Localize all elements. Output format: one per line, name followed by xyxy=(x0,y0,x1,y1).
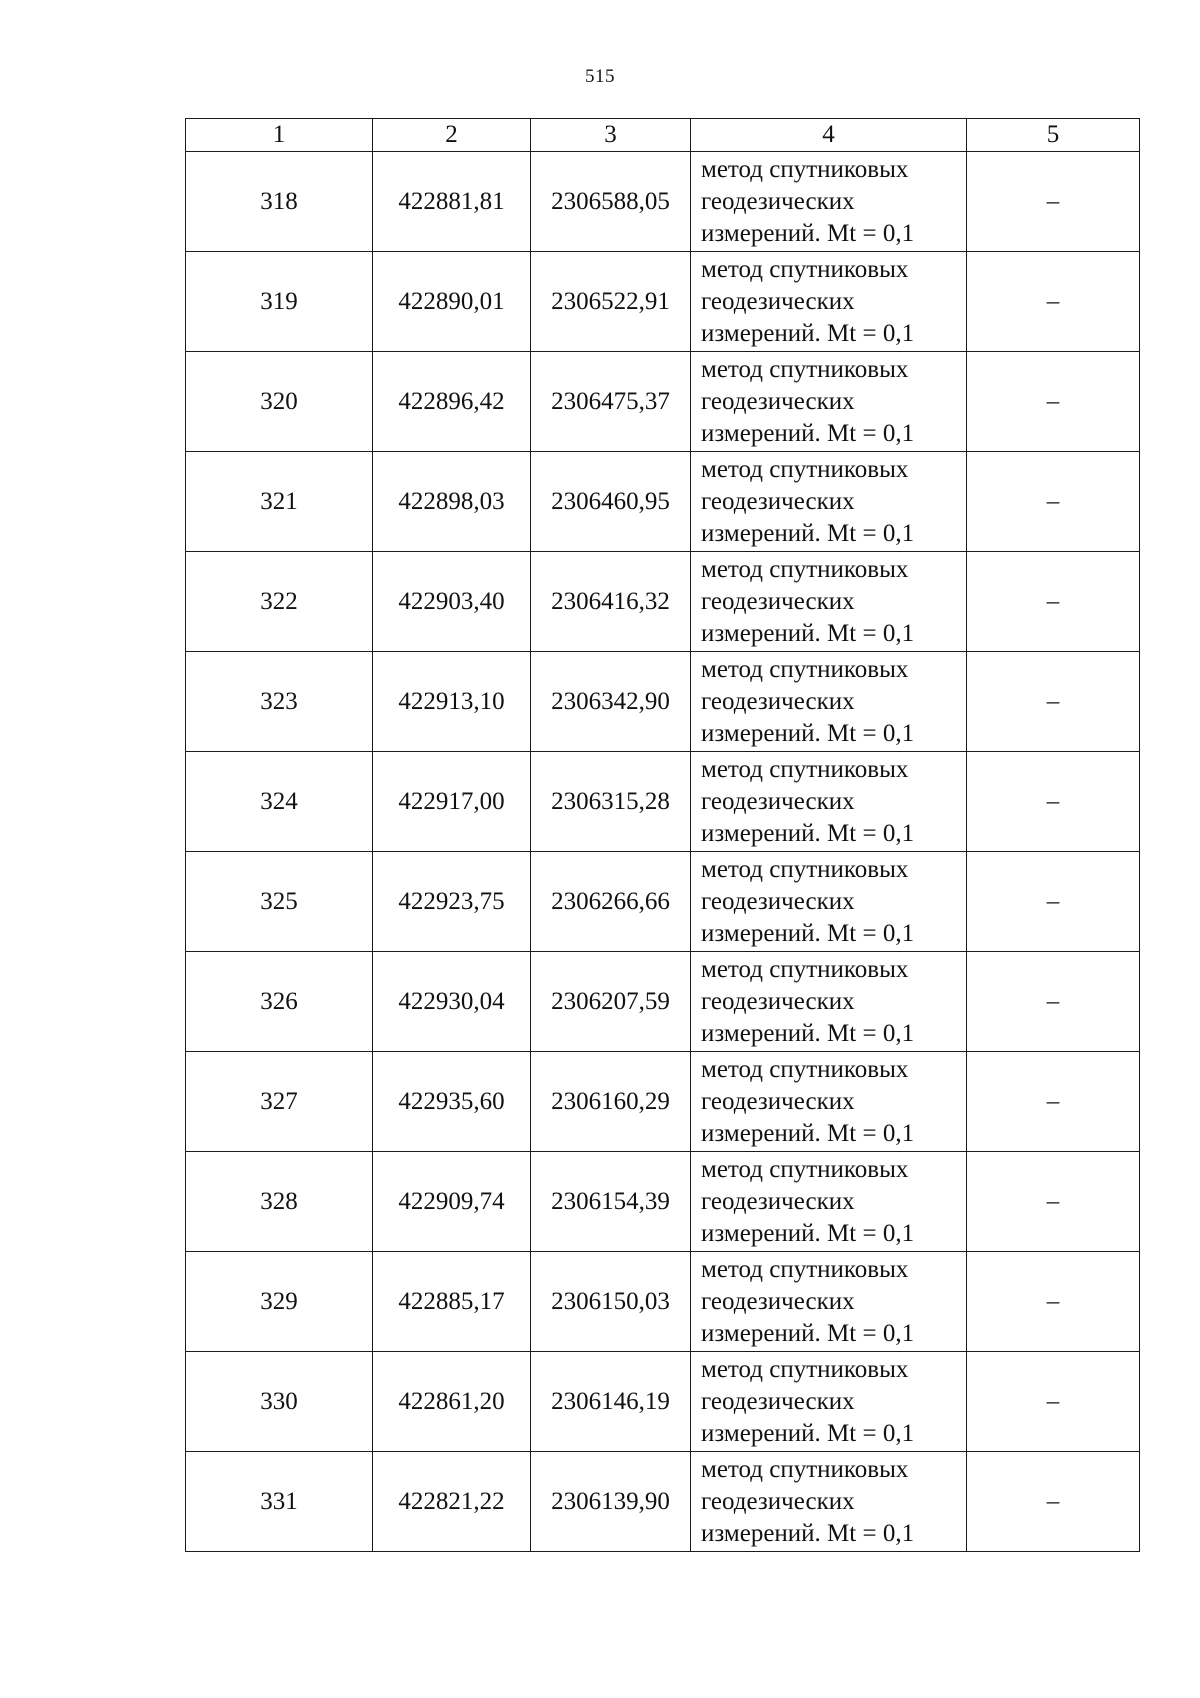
note-cell: – xyxy=(967,352,1140,452)
table-row xyxy=(186,752,1140,852)
table-row xyxy=(186,252,1140,352)
note-cell: – xyxy=(967,1052,1140,1152)
table-row xyxy=(186,952,1140,1052)
method-line: метод спутниковых xyxy=(701,955,909,983)
method-line: метод спутниковых xyxy=(701,1055,909,1083)
header-cell-2: 2 xyxy=(373,119,531,152)
method-line: метод спутниковых xyxy=(701,355,909,383)
method-line: метод спутниковых xyxy=(701,455,909,483)
table-header xyxy=(186,119,1140,152)
note-cell: – xyxy=(967,1252,1140,1352)
table-row xyxy=(186,1152,1140,1252)
point-number-cell: 323 xyxy=(186,652,373,752)
page-number: 515 xyxy=(585,66,615,87)
note-cell: – xyxy=(967,1352,1140,1452)
x-coordinate-cell: 422930,04 xyxy=(373,952,531,1052)
method-line: метод спутниковых xyxy=(701,655,909,683)
y-coordinate-cell: 2306266,66 xyxy=(531,852,691,952)
method-cell xyxy=(691,152,967,252)
method-cell xyxy=(691,352,967,452)
method-line: измерений. Mt = 0,1 xyxy=(701,1319,915,1347)
method-cell xyxy=(691,1452,967,1552)
note-cell: – xyxy=(967,252,1140,352)
method-line: геодезических xyxy=(701,1387,855,1415)
method-line: геодезических xyxy=(701,587,855,615)
method-cell xyxy=(691,1252,967,1352)
y-coordinate-cell: 2306207,59 xyxy=(531,952,691,1052)
method-cell xyxy=(691,952,967,1052)
note-cell: – xyxy=(967,752,1140,852)
method-line: измерений. Mt = 0,1 xyxy=(701,419,915,447)
x-coordinate-cell: 422890,01 xyxy=(373,252,531,352)
header-cell-3: 3 xyxy=(531,119,691,152)
point-number-cell: 324 xyxy=(186,752,373,852)
table-row xyxy=(186,1452,1140,1552)
method-line: геодезических xyxy=(701,487,855,515)
method-line: измерений. Mt = 0,1 xyxy=(701,719,915,747)
table-row xyxy=(186,852,1140,952)
method-line: геодезических xyxy=(701,987,855,1015)
note-cell: – xyxy=(967,952,1140,1052)
method-line: метод спутниковых xyxy=(701,155,909,183)
table-row xyxy=(186,552,1140,652)
table-row xyxy=(186,452,1140,552)
method-line: геодезических xyxy=(701,1287,855,1315)
method-line: метод спутниковых xyxy=(701,555,909,583)
table-row xyxy=(186,352,1140,452)
x-coordinate-cell: 422861,20 xyxy=(373,1352,531,1452)
y-coordinate-cell: 2306160,29 xyxy=(531,1052,691,1152)
method-cell xyxy=(691,752,967,852)
method-line: измерений. Mt = 0,1 xyxy=(701,1519,915,1547)
point-number-cell: 322 xyxy=(186,552,373,652)
header-cell-1: 1 xyxy=(186,119,373,152)
x-coordinate-cell: 422935,60 xyxy=(373,1052,531,1152)
method-line: метод спутниковых xyxy=(701,255,909,283)
method-line: измерений. Mt = 0,1 xyxy=(701,1419,915,1447)
method-line: измерений. Mt = 0,1 xyxy=(701,1219,915,1247)
point-number-cell: 325 xyxy=(186,852,373,952)
method-line: измерений. Mt = 0,1 xyxy=(701,219,915,247)
x-coordinate-cell: 422821,22 xyxy=(373,1452,531,1552)
x-coordinate-cell: 422909,74 xyxy=(373,1152,531,1252)
table-row xyxy=(186,1052,1140,1152)
table-row xyxy=(186,152,1140,252)
y-coordinate-cell: 2306154,39 xyxy=(531,1152,691,1252)
method-line: измерений. Mt = 0,1 xyxy=(701,319,915,347)
x-coordinate-cell: 422917,00 xyxy=(373,752,531,852)
note-cell: – xyxy=(967,152,1140,252)
point-number-cell: 326 xyxy=(186,952,373,1052)
y-coordinate-cell: 2306342,90 xyxy=(531,652,691,752)
y-coordinate-cell: 2306522,91 xyxy=(531,252,691,352)
method-line: измерений. Mt = 0,1 xyxy=(701,1019,915,1047)
point-number-cell: 328 xyxy=(186,1152,373,1252)
x-coordinate-cell: 422923,75 xyxy=(373,852,531,952)
point-number-cell: 319 xyxy=(186,252,373,352)
note-cell: – xyxy=(967,852,1140,952)
y-coordinate-cell: 2306475,37 xyxy=(531,352,691,452)
method-cell xyxy=(691,1052,967,1152)
y-coordinate-cell: 2306146,19 xyxy=(531,1352,691,1452)
method-cell xyxy=(691,452,967,552)
x-coordinate-cell: 422913,10 xyxy=(373,652,531,752)
x-coordinate-cell: 422896,42 xyxy=(373,352,531,452)
method-line: геодезических xyxy=(701,787,855,815)
method-line: геодезических xyxy=(701,287,855,315)
method-line: измерений. Mt = 0,1 xyxy=(701,619,915,647)
x-coordinate-cell: 422898,03 xyxy=(373,452,531,552)
note-cell: – xyxy=(967,1452,1140,1552)
note-cell: – xyxy=(967,552,1140,652)
method-line: геодезических xyxy=(701,387,855,415)
point-number-cell: 320 xyxy=(186,352,373,452)
x-coordinate-cell: 422881,81 xyxy=(373,152,531,252)
method-line: геодезических xyxy=(701,1487,855,1515)
note-cell: – xyxy=(967,1152,1140,1252)
y-coordinate-cell: 2306150,03 xyxy=(531,1252,691,1352)
method-cell xyxy=(691,852,967,952)
method-cell xyxy=(691,1352,967,1452)
point-number-cell: 329 xyxy=(186,1252,373,1352)
point-number-cell: 327 xyxy=(186,1052,373,1152)
method-line: геодезических xyxy=(701,1187,855,1215)
method-line: измерений. Mt = 0,1 xyxy=(701,519,915,547)
point-number-cell: 330 xyxy=(186,1352,373,1452)
table-row xyxy=(186,652,1140,752)
y-coordinate-cell: 2306139,90 xyxy=(531,1452,691,1552)
method-line: метод спутниковых xyxy=(701,1255,909,1283)
table-row xyxy=(186,1252,1140,1352)
method-line: геодезических xyxy=(701,1087,855,1115)
table-body xyxy=(186,152,1140,1552)
note-cell: – xyxy=(967,652,1140,752)
header-cell-4: 4 xyxy=(691,119,967,152)
header-cell-5: 5 xyxy=(967,119,1140,152)
method-cell xyxy=(691,652,967,752)
method-line: метод спутниковых xyxy=(701,1455,909,1483)
method-cell xyxy=(691,1152,967,1252)
note-cell: – xyxy=(967,452,1140,552)
method-line: измерений. Mt = 0,1 xyxy=(701,819,915,847)
point-number-cell: 331 xyxy=(186,1452,373,1552)
table-row xyxy=(186,1352,1140,1452)
method-cell xyxy=(691,252,967,352)
method-line: метод спутниковых xyxy=(701,755,909,783)
x-coordinate-cell: 422885,17 xyxy=(373,1252,531,1352)
y-coordinate-cell: 2306588,05 xyxy=(531,152,691,252)
point-number-cell: 321 xyxy=(186,452,373,552)
header-row xyxy=(186,119,1140,152)
method-line: метод спутниковых xyxy=(701,1355,909,1383)
method-line: геодезических xyxy=(701,187,855,215)
method-cell xyxy=(691,552,967,652)
y-coordinate-cell: 2306460,95 xyxy=(531,452,691,552)
x-coordinate-cell: 422903,40 xyxy=(373,552,531,652)
y-coordinate-cell: 2306315,28 xyxy=(531,752,691,852)
method-line: геодезических xyxy=(701,687,855,715)
method-line: геодезических xyxy=(701,887,855,915)
point-number-cell: 318 xyxy=(186,152,373,252)
coordinates-table xyxy=(185,118,1140,1552)
method-line: метод спутниковых xyxy=(701,1155,909,1183)
y-coordinate-cell: 2306416,32 xyxy=(531,552,691,652)
method-line: измерений. Mt = 0,1 xyxy=(701,1119,915,1147)
method-line: измерений. Mt = 0,1 xyxy=(701,919,915,947)
method-line: метод спутниковых xyxy=(701,855,909,883)
